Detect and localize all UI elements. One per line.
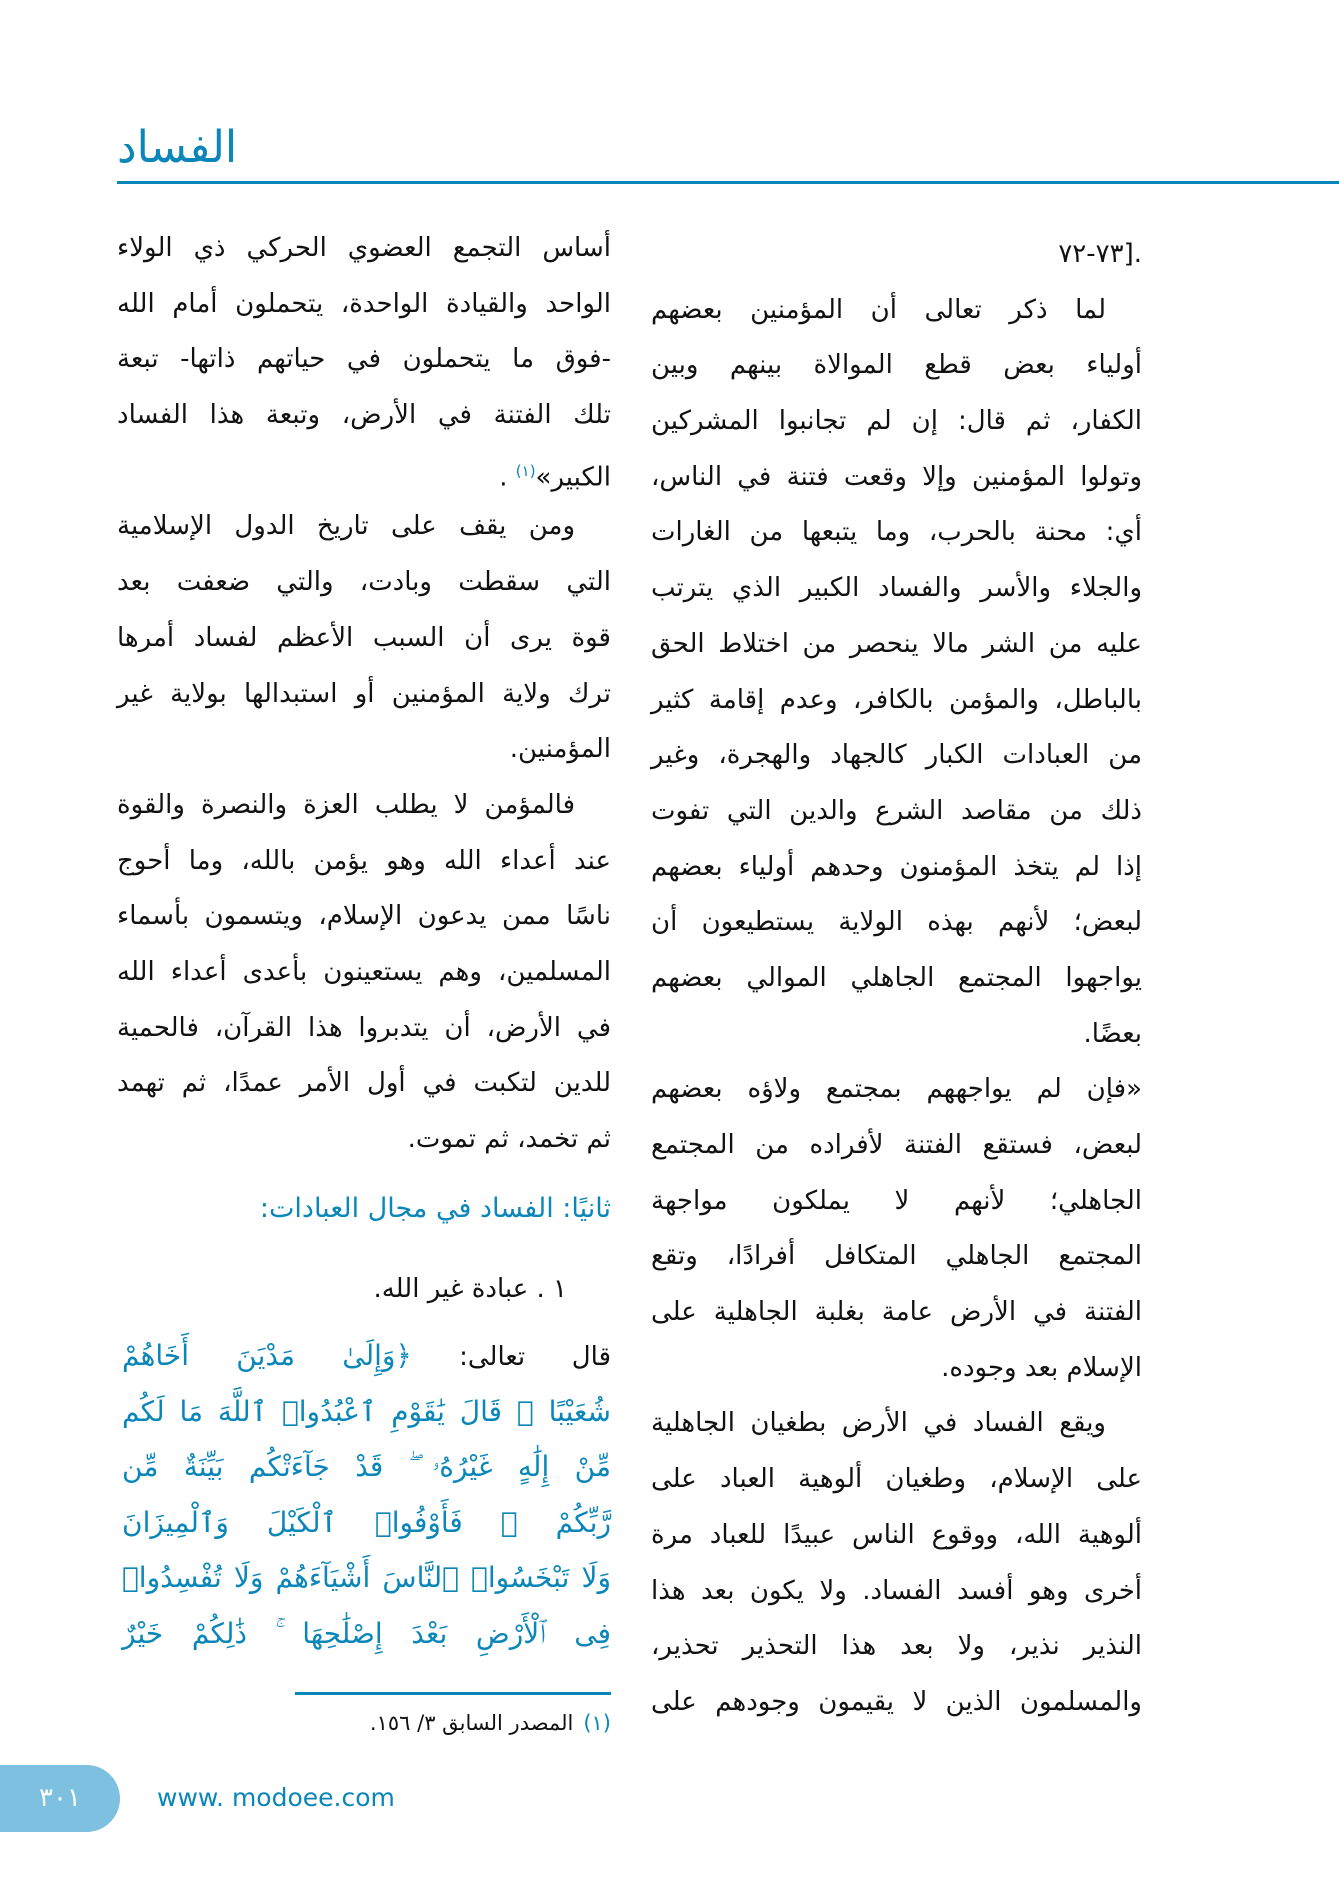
paragraph xyxy=(651,1396,1142,1730)
text-line: يواجهوا المجتمع الجاهلي الموالي بعضهم xyxy=(651,962,1142,993)
text-line: فِى ٱلْأَرْضِ بَعْدَ إِصْلَٰحِهَا ۚ ذَٰلِكُمْ خَيْرٌ xyxy=(122,1616,611,1650)
list-item: ١ . عبادة غير الله. xyxy=(373,1274,567,1304)
text-fragment: . xyxy=(499,462,516,493)
text-line: رَّبِّكُمْ ۖ فَأَوْفُوا۟ ٱلْكَيْلَ وَٱلْمِيزَانَ xyxy=(122,1505,611,1539)
text-line: المسلمين، وهم يستعينون بأعدى أعداء الله xyxy=(117,956,611,987)
paragraph xyxy=(651,1062,1142,1396)
text-line: وَلَا تَبْخَسُوا۟ ٱلنَّاسَ أَشْيَآءَهُمْ وَلَا تُفْسِدُوا۟ xyxy=(122,1561,611,1594)
page-number-badge: ٣٠١ xyxy=(0,1765,120,1832)
text-line: إذا لم يتخذ المؤمنون وحدهم أولياء بعضهم xyxy=(651,851,1142,882)
footnote xyxy=(295,1705,611,1741)
text-line: -فوق ما يتحملون في حياتهم ذاتها- تبعة xyxy=(117,344,611,375)
text-line: الكفار، ثم قال: إن لم تجانبوا المشركين xyxy=(651,406,1142,437)
text-line: ويقع الفساد في الأرض بطغيان الجاهلية xyxy=(651,1408,1106,1439)
left-column xyxy=(117,221,611,1168)
footnote-divider xyxy=(295,1692,611,1695)
text-line: أي: محنة بالحرب، وما يتبعها من الغارات xyxy=(651,517,1142,548)
text-line: لما ذكر تعالى أن المؤمنين بعضهم xyxy=(651,294,1106,325)
text-line: ثم تخمد، ثم تموت. xyxy=(407,1124,611,1154)
text-line xyxy=(117,444,611,500)
paragraph xyxy=(117,499,611,777)
text-line: المؤمنين. xyxy=(509,734,611,765)
paragraph xyxy=(117,778,611,1168)
text-line: عند أعداء الله وهو يؤمن بالله، وما أحوج xyxy=(117,845,611,876)
text-line: أساس التجمع العضوي الحركي ذي الولاء xyxy=(117,233,611,263)
verse-line xyxy=(122,1328,611,1384)
text-line: والجلاء والأسر والفساد الكبير الذي يترتب xyxy=(651,573,1142,604)
text-line: ومن يقف على تاريخ الدول الإسلامية xyxy=(117,511,575,542)
text-line: التي سقطت وبادت، والتي ضعفت بعد xyxy=(117,567,611,598)
text-line: الجاهلي؛ لأنهم لا يملكون مواجهة xyxy=(651,1185,1142,1216)
paragraph xyxy=(651,227,1142,283)
header-divider xyxy=(117,181,1339,184)
text-line: ذلك من مقاصد الشرع والدين التي تفوت xyxy=(651,795,1142,826)
text-line: الواحد والقيادة الواحدة، يتحملون أمام الله xyxy=(117,288,611,319)
quran-verse xyxy=(122,1328,611,1661)
text-line: المجتمع الجاهلي المتكافل أفرادًا، وتقع xyxy=(651,1241,1142,1272)
footnote-text: المصدر السابق ٣/ ١٥٦. xyxy=(369,1711,574,1735)
text-line: «فإن لم يواجههم بمجتمع ولاؤه بعضهم xyxy=(651,1074,1142,1105)
text-line: ترك ولاية المؤمنين أو استبدالها بولاية غير xyxy=(117,678,611,709)
text-line: مِّنْ إِلَٰهٍ غَيْرُهُۥ ۖ قَدْ جَآءَتْكُم بَيِّنَةٌ مِّن xyxy=(122,1450,611,1483)
text-line: لبعض؛ لأنهم بهذه الولاية يستطيعون أن xyxy=(651,907,1142,938)
text-fragment: الكبير» xyxy=(535,462,611,493)
right-column xyxy=(651,227,1142,1731)
text-line: النذير نذير، ولا بعد هذا التحذير تحذير، xyxy=(651,1631,1142,1662)
footnote-ref[interactable]: (١) xyxy=(515,461,536,480)
text-line: عليه من الشر مالا ينحصر من اختلاط الحق xyxy=(651,628,1142,659)
text-line: بالباطل، والمؤمن بالكافر، وعدم إقامة كثير xyxy=(651,684,1142,715)
text-line: ناسًا ممن يدعون الإسلام، ويتسمون بأسماء xyxy=(117,901,611,932)
verse-text: ﴿وَإِلَىٰ مَدْيَنَ أَخَاهُمْ xyxy=(122,1339,412,1372)
text-line: للدين لتكبت في أول الأمر عمدًا، ثم تهمد xyxy=(117,1068,611,1099)
website-link[interactable]: www. modoee.com xyxy=(157,1783,395,1812)
section-heading: ثانيًا: الفساد في مجال العبادات: xyxy=(259,1193,611,1224)
text-line: وتولوا المؤمنين وإلا وقعت فتنة في الناس، xyxy=(651,461,1142,492)
text-line: في الأرض، أن يتدبروا هذا القرآن، فالحمية xyxy=(117,1012,611,1043)
text-line: أولياء بعض قطع الموالاة بينهم وبين xyxy=(651,350,1142,381)
text-line: ألوهية الله، ووقوع الناس عبيدًا للعباد مرة xyxy=(651,1519,1142,1550)
text-line: على الإسلام، وطغيان ألوهية العباد على xyxy=(651,1464,1142,1495)
chapter-title: الفساد xyxy=(117,122,238,173)
text-line: لبعض، فستقع الفتنة لأفراده من المجتمع xyxy=(651,1130,1142,1160)
text-line: أخرى وهو أفسد الفساد. ولا يكون بعد هذا xyxy=(651,1575,1142,1606)
paragraph xyxy=(651,283,1142,1063)
footnote-number: (١) xyxy=(583,1711,611,1735)
verse-intro: قال تعالى: xyxy=(459,1342,612,1372)
text-line: والمسلمون الذين لا يقيمون وجودهم على xyxy=(651,1686,1142,1717)
text-line: الفتنة في الأرض عامة بغلبة الجاهلية على xyxy=(651,1297,1142,1328)
text-line: من العبادات الكبار كالجهاد والهجرة، وغير xyxy=(651,740,1142,771)
text-line: تلك الفتنة في الأرض، وتبعة هذا الفساد xyxy=(117,400,611,431)
text-line: الإسلام بعد وجوده. xyxy=(941,1352,1142,1383)
text-line: شُعَيْبًا ۗ قَالَ يَٰقَوْمِ ٱعْبُدُوا۟ ٱللَّهَ مَا لَكُم xyxy=(122,1394,611,1428)
text-line: بعضًا. xyxy=(1083,1018,1142,1049)
text-line: قوة يرى أن السبب الأعظم لفساد أمرها xyxy=(117,622,611,653)
text-line: .[٧٣-٧٢ xyxy=(1058,239,1142,269)
text-line: فالمؤمن لا يطلب العزة والنصرة والقوة xyxy=(117,789,575,820)
